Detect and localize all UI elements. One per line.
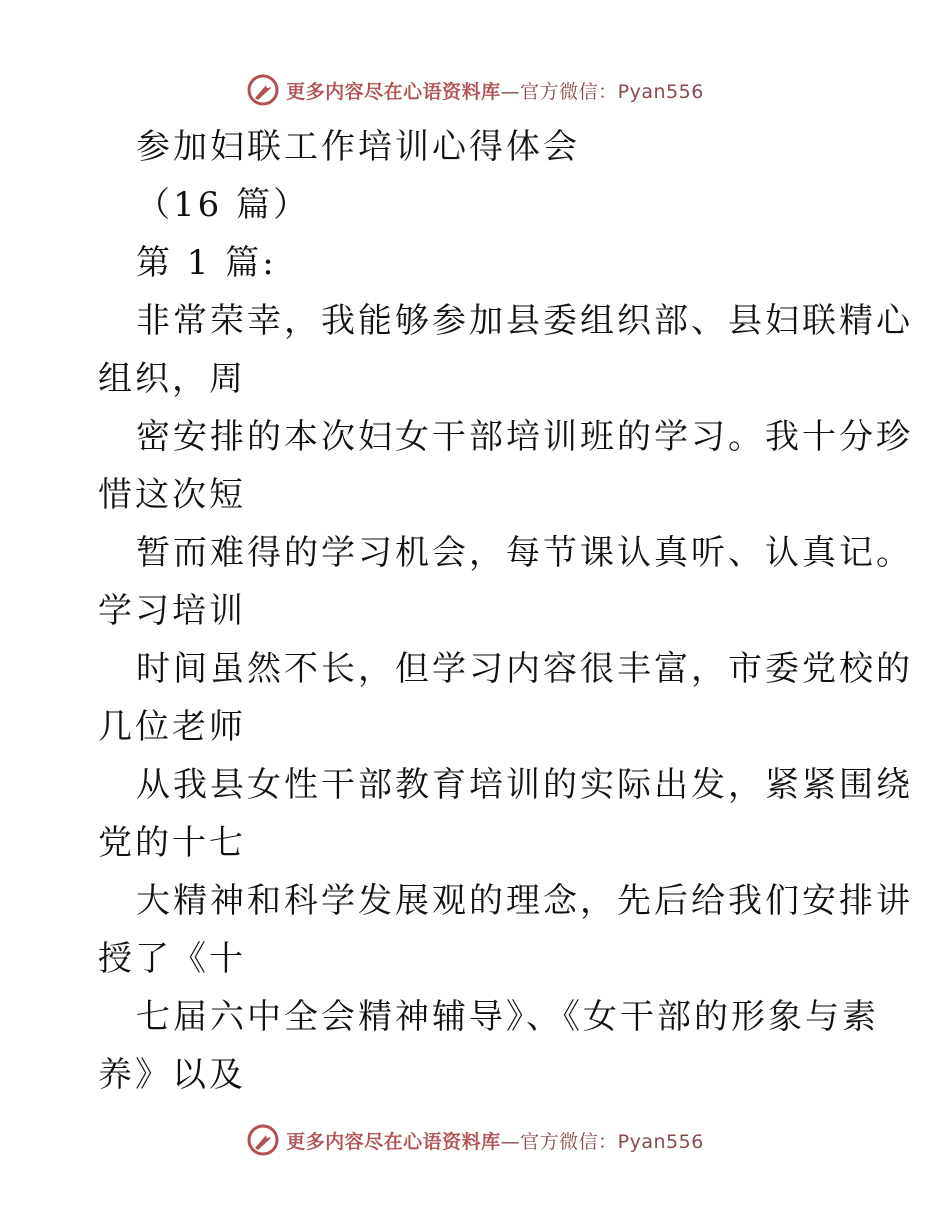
paragraph-line: 党的十七: [98, 823, 246, 863]
section-heading: 第 1 篇:: [136, 243, 277, 283]
fountain-pen-logo-icon: [246, 73, 280, 107]
watermark-text: 更多内容尽在心语资料库—官方微信：Pyan556: [286, 1130, 704, 1153]
paragraph-line: 几位老师: [98, 707, 246, 747]
paragraph-line: 暂而难得的学习机会，每节课认真听、认真记。: [136, 533, 913, 573]
paragraph-line: 授了《十: [98, 939, 246, 979]
watermark-text: 更多内容尽在心语资料库—官方微信：Pyan556: [286, 80, 704, 103]
paragraph-line: 学习培训: [98, 591, 246, 631]
document-title: 参加妇联工作培训心得体会: [136, 127, 580, 167]
paragraph-line: 组织，周: [98, 359, 246, 399]
paragraph-line: 从我县女性干部教育培训的实际出发，紧紧围绕: [136, 765, 913, 805]
article-count: （16 篇）: [136, 185, 311, 225]
paragraph-line: 非常荣幸，我能够参加县委组织部、县妇联精心: [136, 301, 913, 341]
paragraph-line: 养》以及: [98, 1055, 246, 1095]
document-body: [98, 118, 913, 1104]
paragraph-line: 大精神和科学发展观的理念，先后给我们安排讲: [136, 881, 913, 921]
paragraph-line: 时间虽然不长，但学习内容很丰富，市委党校的: [136, 649, 913, 689]
paragraph-line: 惜这次短: [98, 475, 246, 515]
watermark-footer: [0, 1120, 950, 1160]
watermark-header: [0, 70, 950, 110]
paragraph-line: 七届六中全会精神辅导》、《女干部的形象与素: [136, 997, 879, 1037]
fountain-pen-logo-icon: [246, 1123, 280, 1157]
paragraph-line: 密安排的本次妇女干部培训班的学习。我十分珍: [136, 417, 913, 457]
